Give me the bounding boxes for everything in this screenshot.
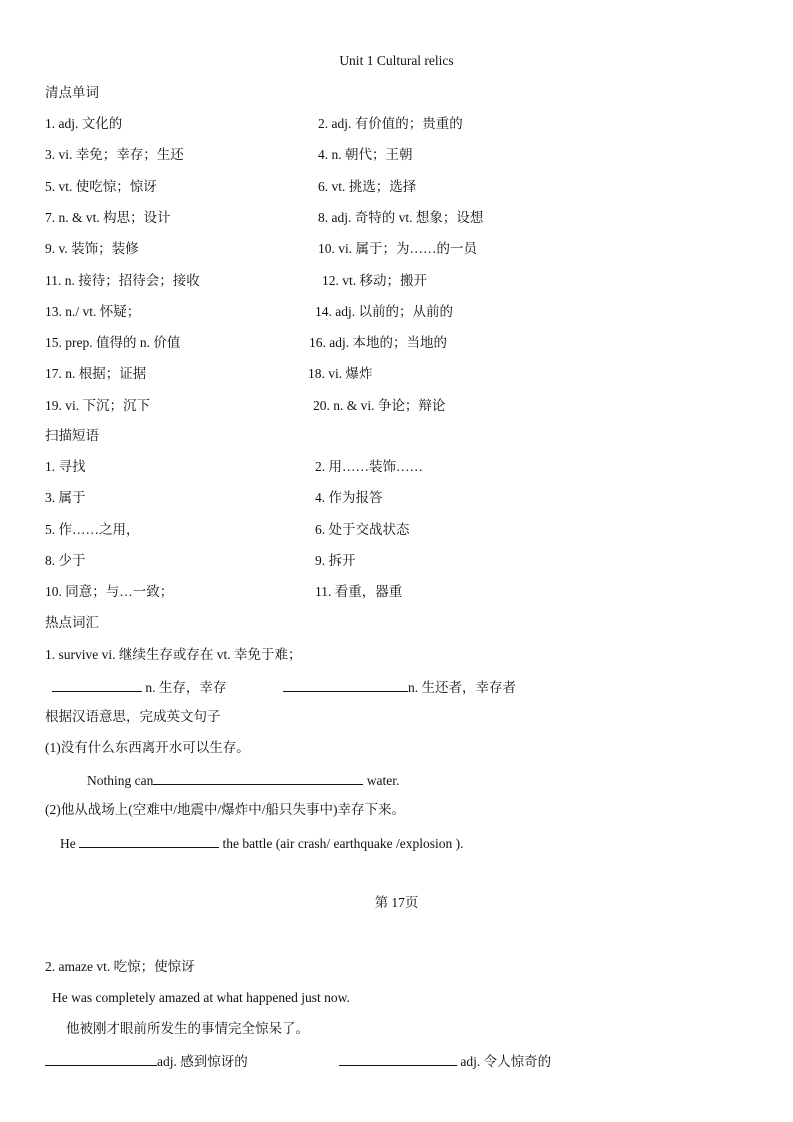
word-item-left: 3. vi. 幸免；幸存；生还: [45, 147, 184, 163]
word-item-right: 14. adj. 以前的；从前的: [315, 303, 453, 319]
example-english: He was completely amazed at what happened just now.: [52, 990, 350, 1005]
word-item-left: 9. v. 装饰；装修: [45, 241, 139, 257]
phrase-item-right: 9. 拆开: [315, 552, 356, 568]
word-item-right: 16. adj. 本地的；当地的: [309, 335, 447, 351]
phrase-item-left: 10. 同意；与…一致；: [45, 584, 174, 600]
document-title: Unit 1 Cultural relics: [339, 53, 454, 68]
survivor-blank-line: [283, 677, 516, 697]
phrase-item-left: 3. 属于: [45, 490, 86, 506]
answer-blank[interactable]: [153, 770, 363, 785]
section-heading-hot: 热点词汇: [45, 615, 99, 630]
page-number: 第 17页: [374, 895, 419, 910]
word-item-left: 15. prep. 值得的 n. 价值: [45, 335, 181, 351]
survive-noun-blank-line: [52, 677, 226, 697]
blank-suffix: n. 生存，幸存: [142, 680, 227, 695]
word-item-left: 17. n. 根据；证据: [45, 366, 147, 382]
question-2: (2)他从战场上(空难中/地震中/爆炸中/船只失事中)幸存下来。: [45, 802, 405, 817]
survive-entry: 1. survive vi. 继续生存或存在 vt. 幸免于难；: [45, 647, 302, 662]
answer-blank[interactable]: [52, 677, 142, 692]
answer-blank[interactable]: [339, 1051, 457, 1066]
word-item-right: 18. vi. 爆炸: [308, 366, 373, 382]
word-item-right: 10. vi. 属于；为……的一员: [318, 241, 478, 257]
blank-suffix: adj. 令人惊奇的: [457, 1054, 552, 1069]
word-item-left: 1. adj. 文化的: [45, 116, 123, 131]
word-item-right: 4. n. 朝代；王朝: [318, 147, 413, 163]
answer-blank[interactable]: [79, 833, 219, 848]
answer-suffix: the battle (air crash/ earthquake /explosion ).: [219, 836, 464, 851]
word-item-right: 20. n. & vi. 争论；辩论: [313, 397, 446, 413]
answer-blank[interactable]: [283, 677, 408, 692]
answer-prefix: Nothing can: [87, 773, 154, 788]
answer-blank[interactable]: [45, 1051, 157, 1066]
answer-line-1: [87, 770, 399, 790]
word-item-right: 6. vt. 挑选；选择: [318, 178, 417, 194]
section-heading-words: 清点单词: [45, 85, 99, 100]
blank-suffix: n. 生还者，幸存者: [408, 680, 516, 695]
phrase-item-left: 1. 寻找: [45, 459, 86, 474]
word-item-left: 19. vi. 下沉；沉下: [45, 397, 151, 413]
word-item-right: 2. adj. 有价值的；贵重的: [318, 116, 463, 131]
question-1: (1)没有什么东西离开水可以生存。: [45, 740, 250, 755]
phrase-item-right: 11. 看重，器重: [315, 584, 403, 600]
answer-prefix: He: [60, 836, 80, 851]
amaze-entry: 2. amaze vt. 吃惊；使惊讶: [45, 959, 195, 974]
phrase-item-left: 8. 少于: [45, 552, 86, 568]
word-item-left: 11. n. 接待；招待会；接收: [45, 272, 200, 288]
word-item-right: 12. vt. 移动；搬开: [322, 272, 428, 288]
phrase-item-right: 4. 作为报答: [315, 490, 383, 506]
word-item-left: 13. n./ vt. 怀疑；: [45, 303, 141, 319]
phrase-item-right: 6. 处于交战状态: [315, 521, 410, 537]
instruction: 根据汉语意思，完成英文句子: [45, 709, 221, 724]
word-item-left: 5. vt. 使吃惊；惊讶: [45, 178, 157, 194]
answer-suffix: water.: [363, 773, 400, 788]
word-item-right: 8. adj. 奇特的 vt. 想象；设想: [318, 209, 484, 225]
phrase-item-right: 2. 用……装饰……: [315, 459, 423, 474]
word-item-left: 7. n. & vt. 构思；设计: [45, 209, 171, 225]
example-chinese: 他被刚才眼前所发生的事情完全惊呆了。: [66, 1021, 309, 1036]
section-heading-phrases: 扫描短语: [45, 428, 99, 443]
phrase-item-left: 5. 作……之用，: [45, 521, 140, 537]
amazing-blank-line: [339, 1051, 551, 1071]
blank-suffix: adj. 感到惊讶的: [157, 1054, 248, 1069]
amazed-blank-line: [45, 1051, 248, 1071]
answer-line-2: [60, 833, 464, 853]
